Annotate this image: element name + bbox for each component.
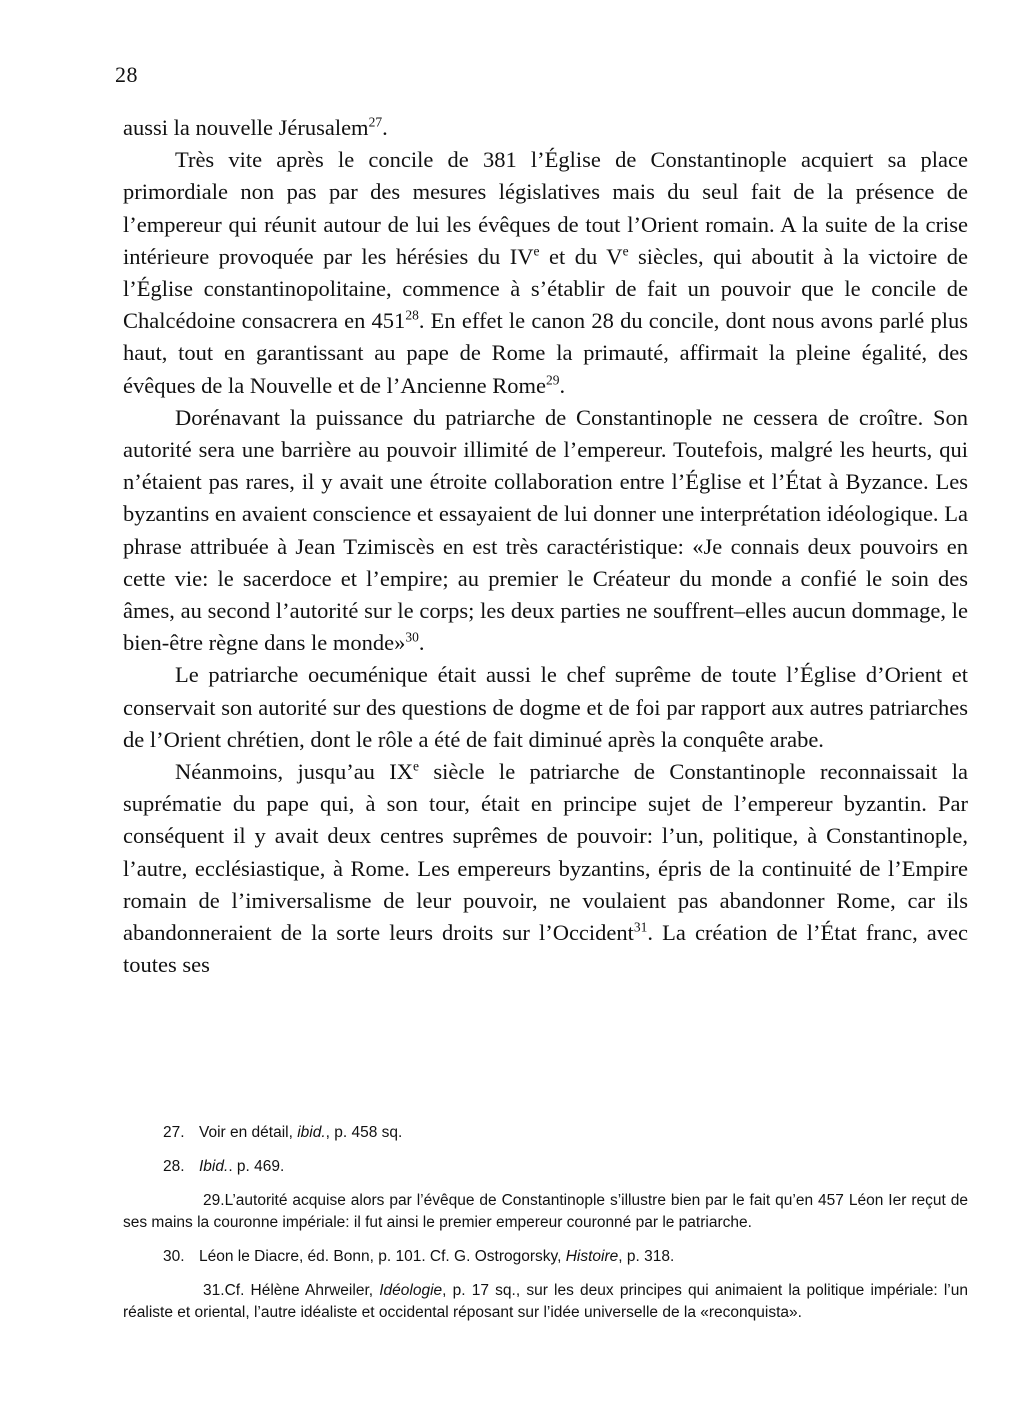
superscript-e: e xyxy=(413,758,420,774)
footnote-29: 29.L’autorité acquise alors par l’évêque de Constantinople s’illustre bien par le fait qu’en 457 Léon Ier reçut de ses mains la couronne impériale: il fut ainsi le premier empereur couronné par le patriarche. xyxy=(123,1192,968,1231)
footnote-ref-30: 30 xyxy=(405,629,419,645)
paragraph-1: aussi la nouvelle Jérusalem$^{27}$. xyxy=(123,114,388,140)
footnote-27: 27. Voir en détail, ibid., p. 458 sq. xyxy=(123,1122,968,1144)
footnotes xyxy=(123,1122,968,1336)
paragraph-3: Dorénavant la puissance du patriarche de Constantinople ne cessera de croître. Son autorité sera une barrière au pouvoir illimité de l’empereur. Toutefois, malgré les heurts, qui n’étaient pas rares, il y avait une étroite collaboration entre l’Église et l’État à Byzance. Les byzantins en avaient conscience et essayaient de lui donner une interprétation idéologique. La phrase attribuée à Jean Tzimiscès en est très caractéristique: «Je connais deux pouvoirs en cette vie: le sacerdoce et l’empire; au premier le Créateur du monde a confié le soin des âmes, au second l’autorité sur le corps; les deux parties ne souffrent–elles aucun dommage, le bien-être règne dans le monde»$^{30}$. xyxy=(123,404,968,656)
paragraph-5: Néanmoins, jusqu’au IXe siècle le patriarche de Constantinople reconnaissait la suprématie du pape qui, à son tour, était en principe sujet de l’empereur byzantin. Par conséquent il y avait deux centres suprêmes de pouvoir: l’un, politique, à Constantinople, l’autre, ecclésiastique, à Rome. Les empereurs byzantins, épris de la continuité de l’Empire romain de l’imiversalisme de leur pouvoir, ne voulaient pas abandonner Rome, car ils abandonneraient de la sorte leurs droits sur l’Occident$^{31}$. La création de l’État franc, avec toutes ses xyxy=(123,758,968,978)
footnote-number: 29. xyxy=(203,1192,225,1209)
footnote-number: 30. xyxy=(163,1248,185,1265)
paragraph-4: Le patriarche oecuménique était aussi le chef suprême de toute l’Église d’Orient et conservait son autorité sur des questions de dogme et de foi par rapport aux autres patriarches de l’Orient chrétien, dont le rôle a été de fait diminué après la conquête arabe. xyxy=(123,662,968,752)
paragraph-2: Très vite après le concile de 381 l’Église de Constantinople acquiert sa place primordiale non pas par des mesures législatives mais du seul fait de la présence de l’empereur qui réunit autour de lui les évêques de tout l’Orient romain. A la suite de la crise intérieure provoquée par les hérésies du IVe et du Ve siècles, qui aboutit à la victoire de l’Église constantinopolitaine, commence à s’établir de fait un pouvoir que le concile de Chalcédoine consacrera en $451^{28}$. En effet le canon 28 du concile, dont nous avons parlé plus haut, tout en garantissant au pape de Rome la primauté, affirmait la pleine égalité, des évêques de la Nouvelle et de l’Ancienne Rome$^{29}$. xyxy=(123,147,968,398)
footnote-28: 28. Ibid.. p. 469. xyxy=(123,1156,968,1178)
superscript-e: e xyxy=(622,243,629,259)
footnote-30: 30. Léon le Diacre, éd. Bonn, p. 101. Cf. G. Ostrogorsky, Histoire, p. 318. xyxy=(123,1246,968,1268)
body-text xyxy=(123,112,968,981)
footnote-ref-29: 29 xyxy=(545,372,560,388)
footnote-number: 28. xyxy=(163,1158,185,1175)
footnote-ref-27: 27 xyxy=(368,114,383,130)
footnote-31: 31.Cf. Hélène Ahrweiler, Idéologie, p. 17 sq., sur les deux principes qui animaient la politique impériale: l’un réaliste et oriental, l’autre idéaliste et occidental réposant sur l’idée universelle de la «reconquista». xyxy=(123,1282,968,1321)
footnote-ref-28: 28 xyxy=(405,307,419,323)
page-number: 28 xyxy=(115,62,138,87)
footnote-number: 31. xyxy=(203,1282,225,1299)
footnote-ref-31: 31 xyxy=(633,919,648,935)
superscript-e: e xyxy=(533,243,540,259)
footnote-number: 27. xyxy=(163,1124,185,1141)
